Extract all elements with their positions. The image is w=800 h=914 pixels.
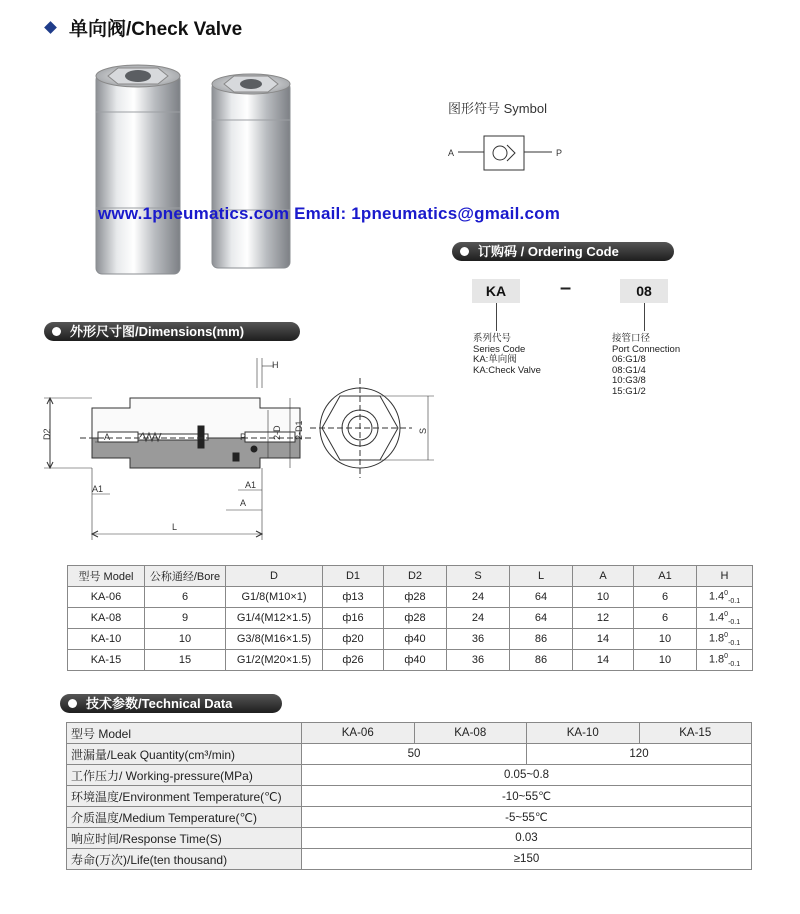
table-row — [68, 608, 753, 629]
table-row — [67, 849, 752, 870]
cell-model: KA-08 — [68, 608, 145, 629]
table-row — [68, 587, 753, 608]
row-label-model: 型号 Model — [67, 723, 302, 744]
dim-label-s: S — [418, 427, 428, 434]
column-header: S — [447, 566, 510, 587]
cell-s: 24 — [447, 587, 510, 608]
cell-h — [697, 650, 753, 671]
technical-data-header-text: 技术参数/Technical Data — [86, 696, 233, 711]
h-value: 1.8 — [708, 653, 725, 666]
diamond-bullet-icon — [44, 22, 57, 35]
table-row — [67, 723, 752, 744]
port-line-2: Port Connection — [612, 343, 681, 355]
dim-label-a1-left: A1 — [92, 484, 104, 494]
series-line-2: Series Code — [473, 343, 526, 355]
cell-medium-temp: -5~55℃ — [302, 807, 752, 828]
cell-model: KA-10 — [527, 723, 640, 744]
column-header: A — [573, 566, 634, 587]
check-valve-symbol — [444, 128, 574, 178]
cell-s: 36 — [447, 650, 510, 671]
cell-bore: 15 — [145, 650, 226, 671]
cell-s: 36 — [447, 629, 510, 650]
cell-pressure: 0.05~0.8 — [302, 765, 752, 786]
cell-l: 86 — [510, 650, 573, 671]
cell-h — [697, 608, 753, 629]
bullet-dot-icon — [460, 247, 469, 256]
cell-l: 64 — [510, 587, 573, 608]
port-option: 08:G1/4 — [612, 364, 646, 376]
h-value: 1.4 — [708, 611, 725, 624]
dim-label-a1-right: A1 — [245, 480, 257, 490]
cell-a1: 6 — [634, 587, 697, 608]
column-header: 公称通经/Bore — [145, 566, 226, 587]
port-line-1: 接管口径 — [612, 333, 651, 344]
dim-label-a-left: A — [104, 432, 111, 442]
cell-a: 12 — [573, 608, 634, 629]
column-header: D1 — [323, 566, 384, 587]
cell-bore: 10 — [145, 629, 226, 650]
cell-bore: 9 — [145, 608, 226, 629]
column-header: H — [697, 566, 753, 587]
cell-d: G3/8(M16×1.5) — [226, 629, 323, 650]
table-row — [67, 744, 752, 765]
bullet-dot-icon — [68, 699, 77, 708]
dim-label-h: H — [272, 360, 279, 370]
symbol-label: 图形符号 Symbol — [448, 101, 547, 116]
cell-bore: 6 — [145, 587, 226, 608]
port-p-label: P — [556, 148, 563, 158]
cell-a1: 10 — [634, 629, 697, 650]
series-line-4: KA:Check Valve — [473, 364, 541, 376]
cell-d2: ф40 — [384, 650, 447, 671]
h-upper-tol: 0 — [724, 610, 729, 618]
cell-model: KA-08 — [414, 723, 527, 744]
bullet-dot-icon — [52, 327, 61, 336]
cell-model: KA-15 — [639, 723, 752, 744]
dim-label-2d: 2-D — [272, 425, 282, 440]
ordering-code-header-text: 订购码 / Ordering Code — [478, 244, 619, 259]
cell-model: KA-10 — [68, 629, 145, 650]
cell-model: KA-06 — [302, 723, 415, 744]
column-header: L — [510, 566, 573, 587]
series-code-box: KA — [472, 279, 520, 303]
technical-data-header — [60, 694, 282, 713]
table-row — [67, 807, 752, 828]
valve-photo-left — [96, 65, 180, 274]
cell-a1: 10 — [634, 650, 697, 671]
dimension-drawing — [40, 348, 450, 548]
row-label-medium-temp: 介质温度/Medium Temperature(℃) — [67, 807, 302, 828]
table-row — [68, 629, 753, 650]
table-row — [67, 786, 752, 807]
dim-label-2d1: 2-D1 — [294, 420, 304, 440]
column-header: D — [226, 566, 323, 587]
product-photo — [84, 60, 304, 278]
cell-d1: ф26 — [323, 650, 384, 671]
cell-d2: ф28 — [384, 608, 447, 629]
cell-d: G1/8(M10×1) — [226, 587, 323, 608]
dimensions-table — [67, 565, 753, 671]
row-label-env-temp: 环境温度/Environment Temperature(℃) — [67, 786, 302, 807]
port-a-label: A — [448, 148, 455, 158]
port-code-box: 08 — [620, 279, 668, 303]
column-header: A1 — [634, 566, 697, 587]
h-value: 1.4 — [708, 590, 725, 603]
h-lower-tol: -0.1 — [728, 618, 741, 626]
cell-a: 14 — [573, 650, 634, 671]
table-row — [67, 828, 752, 849]
h-value: 1.8 — [708, 632, 725, 645]
cell-response: 0.03 — [302, 828, 752, 849]
technical-data-table — [66, 722, 752, 870]
valve-photo-right — [212, 74, 290, 268]
row-label-response: 响应时间/Response Time(S) — [67, 828, 302, 849]
cell-d1: ф13 — [323, 587, 384, 608]
dim-label-d2: D2 — [42, 428, 52, 440]
cell-a: 10 — [573, 587, 634, 608]
port-option: 10:G3/8 — [612, 375, 646, 386]
h-upper-tol: 0 — [724, 631, 729, 639]
cell-l: 86 — [510, 629, 573, 650]
series-line-3: KA:单向阀 — [473, 354, 517, 365]
code-dash: – — [560, 277, 572, 299]
h-upper-tol: 0 — [724, 589, 729, 597]
cell-d: G1/4(M12×1.5) — [226, 608, 323, 629]
cell-d: G1/2(M20×1.5) — [226, 650, 323, 671]
ordering-code-header — [452, 242, 674, 261]
cell-leak: 50 — [302, 744, 527, 765]
series-line-1: 系列代号 — [473, 333, 512, 344]
h-lower-tol: -0.1 — [728, 660, 741, 668]
port-leader-line — [644, 303, 645, 331]
table-row — [68, 650, 753, 671]
column-header: 型号 Model — [68, 566, 145, 587]
cell-leak: 120 — [527, 744, 752, 765]
dim-label-a-right: A — [240, 498, 247, 508]
dim-label-l: L — [172, 522, 178, 532]
series-code-description — [473, 334, 541, 376]
h-lower-tol: -0.1 — [728, 639, 741, 647]
table-header-row — [68, 566, 753, 587]
port-option: 15:G1/2 — [612, 385, 646, 397]
h-upper-tol: 0 — [724, 652, 729, 660]
port-connection-description — [612, 334, 680, 397]
cell-d2: ф40 — [384, 629, 447, 650]
page-title — [46, 14, 242, 41]
contact-line[interactable]: www.1pneumatics.com Email: 1pneumatics@gmail.com — [98, 204, 561, 223]
row-label-life: 寿命(万次)/Life(ten thousand) — [67, 849, 302, 870]
cell-d2: ф28 — [384, 587, 447, 608]
cell-h — [697, 629, 753, 650]
table-row — [67, 765, 752, 786]
cell-env-temp: -10~55℃ — [302, 786, 752, 807]
row-label-leak: 泄漏量/Leak Quantity(cm³/min) — [67, 744, 302, 765]
cell-l: 64 — [510, 608, 573, 629]
cell-model: KA-15 — [68, 650, 145, 671]
page-title-text: 单向阀/Check Valve — [69, 19, 243, 40]
series-leader-line — [496, 303, 497, 331]
cell-s: 24 — [447, 608, 510, 629]
cell-h — [697, 587, 753, 608]
column-header: D2 — [384, 566, 447, 587]
dimensions-header — [44, 322, 300, 341]
cell-d1: ф20 — [323, 629, 384, 650]
dimensions-header-text: 外形尺寸图/Dimensions(mm) — [70, 324, 245, 339]
cell-a: 14 — [573, 629, 634, 650]
port-option: 06:G1/8 — [612, 354, 646, 365]
dim-label-p: P — [240, 432, 247, 442]
cell-model: KA-06 — [68, 587, 145, 608]
row-label-pressure: 工作压力/ Working-pressure(MPa) — [67, 765, 302, 786]
cell-life: ≥150 — [302, 849, 752, 870]
cell-a1: 6 — [634, 608, 697, 629]
h-lower-tol: -0.1 — [728, 597, 741, 605]
cell-d1: ф16 — [323, 608, 384, 629]
